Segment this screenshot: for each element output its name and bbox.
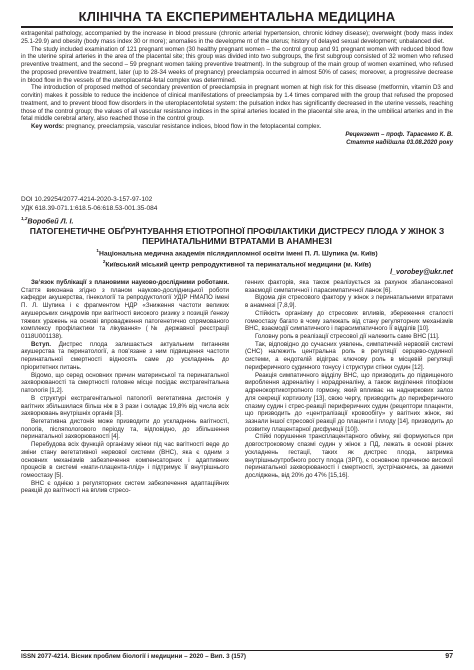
body-paragraph bbox=[21, 372, 229, 395]
body-paragraph bbox=[21, 441, 229, 480]
body-paragraph: генних факторів, яка також реалізується за рахунок збалансованої взаємодії симпатичної і парасимпатичної ланок [6]. bbox=[245, 279, 453, 294]
affiliation-1 bbox=[21, 247, 453, 258]
keywords-label: Key words: bbox=[31, 123, 65, 130]
affiliation-marker: 2 bbox=[102, 259, 106, 265]
paragraph-text: Вегетативна дистонія може призводити до ускладнень вагітності, пологів, післяпологового періоду та, відповідно, до збільшення перинатальної захворюваності [4]. bbox=[21, 417, 229, 441]
paragraph-heading: Зв’язок публікації з плановими науково-дослідними роботами. bbox=[31, 279, 229, 286]
english-abstract bbox=[21, 30, 453, 146]
paragraph-text: Перебудова всіх функцій організму жінки під час вагітності веде до зміни стану вегетативної нервової системи (ВНС), яка є одним з основних механізмів забезпечення компенсаторних і адаптивних процесів в системі «мати-плацента-плід» і підтримує її внутрішнього гомеостазу [5]. bbox=[21, 441, 229, 479]
reviewer: Рецензент – проф. Тарасенко К. В. bbox=[345, 130, 453, 138]
authors: $^{1,2}$Воробей Л. І. bbox=[21, 216, 74, 226]
body-paragraph bbox=[21, 279, 229, 341]
page-number: 97 bbox=[445, 653, 453, 660]
udk: УДК 618.39-071.1:618.5-06:618.53-001.35-084 bbox=[21, 205, 158, 212]
body-paragraph bbox=[21, 341, 229, 372]
abstract-paragraph: The study included examination of 121 pregnant women (30 healthy pregnant women – the control group and 91 pregnant women with reduced blood flow in the uterine spiral arteries in the area of the placental site; this group was divided into two subgroups, the first subgroup consisted of 32 women who refused preventive treatment, and the second – 59 pregnant women taking preventive treatment). In the subgroup of the main group of women examined, who refused the proposed preventive treatment, later (up to 28-34 weeks of pregnancy) preeclampsia occurred in almost 50% of cases; moreover, a progressive decrease in blood flow in the vessels of the uteroplacental-fetal complex was determined. bbox=[21, 45, 453, 84]
body-paragraph: Стійкість організму до стресових впливів, збереження сталості гомеостазу багато в чому залежать від стану регуляторних механізмів ВНС, взаємодії симпатичного і парасимпатичного її відділів [10]. bbox=[245, 309, 453, 333]
article-title: ПАТОГЕНЕТИЧНЕ ОБҐРУНТУВАННЯ ЕТІОТРОПНОЇ ПРОФІЛАКТИКИ ДИСТРЕСУ ПЛОДА У ЖІНОК З ПЕРИНАТАЛЬНИМИ ВТРАТАМИ В АНАМНЕЗІ bbox=[29, 226, 445, 246]
header-rule bbox=[21, 26, 453, 28]
abstract-paragraph: The introduction of proposed method of secondary prevention of preeclampsia in pregnant women at high risk for this disease (metformin, vitamin D3 and corvitin) makes it possible to reduce the incidence of clinical manifestations of preeclampsia by 1.4 times compared with the group that refused the proposed treatment, and to prevent blood flow disorders in the uteroplacentofetal system: the pulsation index has significantly decreased in the uterine vessels, reaching those of the control group; the values of all vascular resistance indices in the spiral arteries located in the placental site area, in the umbilical arteries and in the fetal middle cerebral artery, also reached those in the control group. bbox=[21, 84, 453, 123]
footer-rule bbox=[21, 650, 453, 651]
body-paragraph: Так, відповідно до сучасних уявлень, симпатичній нервовій системі (СНС) належить центральна роль в регуляції серцево-судинної системи, а ендотелій відіграє ключову роль в місцевій регуляції периферичного судинного тонусу і структури стінки судин [12]. bbox=[245, 340, 453, 371]
running-header: КЛІНІЧНА ТА ЕКСПЕРИМЕНТАЛЬНА МЕДИЦИНА bbox=[78, 8, 396, 24]
body-paragraph bbox=[21, 395, 229, 418]
affiliation-marker: 1 bbox=[96, 248, 99, 253]
body-paragraph bbox=[21, 480, 229, 495]
paragraph-text: ВНС є однією з регуляторних систем забезпечення адаптаційних реакцій до вагітності на вплив стресо- bbox=[21, 479, 229, 495]
doi: DOI 10.29254/2077-4214-2020-3-157-97-102 bbox=[21, 196, 153, 203]
paragraph-text: В структурі екстрагенітальної патології вегетативна дистонія у вагітних збільшилася більш ніж в 3 рази і складає 19,8% від числа всіх захворювань внутрішніх органів [3]. bbox=[21, 394, 229, 418]
keywords-text: pregnancy, preeclampsia, vascular resistance indices, blood flow in the fetoplacental complex. bbox=[64, 123, 322, 130]
journal-footer: ISSN 2077-4214. Вісник проблем біології і медицини – 2020 – Вип. 3 (157) bbox=[21, 653, 247, 660]
body-paragraph: Стійкі порушення трансплацентарного обміну, які формуються при довгостроковому спазмі судин у жінок з ПД, лежать в основі різних ускладнень гестації, таких як дистрес плода, затримка внутрішньоутробного росту плода (ЗРП), є основною причиною високої перинатальної захворюваності і смертності, зустрічаючись, за даними досліджень, від 20% до 47% [15,16]. bbox=[245, 433, 453, 479]
paragraph-text: Стаття виконана згідно з планом науково-дослідницької роботи кафедри акушерства, гінекології та репродуктології УДІР НМАПО імені П. Л. Шупика і є фрагментом НДР «Зниження частоти великих акушерських синдромів при вагітності високого ризику з позицій ґенезу тяжких уражень на основі впровадження патогенетично спрямованого комплексу профілактики та лікування» (№ державної реєстрації 0118U001138). bbox=[21, 286, 229, 341]
paragraph-heading: Вступ. bbox=[31, 340, 51, 348]
body-paragraph: Реакція симпатичного відділу ВНС, що призводить до підвищеного вироблення адреналіну і норадреналіну, а також виділення гіпофізом адренокортикотропного гормону, який впливає на надниркових залоз для секреції кортизолу [13], свою чергу, призводить до периферичного спазму судин і стрес-реакції периферичних судин (рецептори плаценти, що призводить до «централізації кровообігу» у вагітних жінок, які зазнали іншої стресової реакції до плаценти і плоду [14], призводить до розвитку плацентарної дисфункції [10]). bbox=[245, 371, 453, 433]
author-email: l_vorobey@ukr.net bbox=[390, 269, 453, 276]
paragraph-text: Відомо, що серед основних причин материнської та перинатальної захворюваності та смертності головне місце посідає екстрагенітальна патологія [1,2]. bbox=[21, 371, 229, 395]
received-date: Стаття надійшла 03.08.2020 року bbox=[346, 138, 453, 146]
body-paragraph bbox=[21, 418, 229, 441]
body-paragraph: Відома дія стресового фактору у жінок з перинатальними втратами в анамнезі [7,8,9]. bbox=[245, 294, 453, 310]
affiliation-text: Київський міський центр репродуктивної та перинатальної медицини (м. Київ) bbox=[105, 261, 372, 269]
body-paragraph: Головну роль в реалізації стресової дії належить саме ВНС [11]. bbox=[255, 333, 440, 341]
affiliations bbox=[21, 247, 453, 270]
affiliation-text: Національна медична академія післядипломної освіти імені П. Л. Шупика (м. Київ) bbox=[98, 250, 378, 258]
author-name: Воробей Л. І. bbox=[27, 216, 74, 226]
right-column bbox=[245, 279, 453, 480]
keywords bbox=[21, 123, 453, 131]
abstract-paragraph: extragenital pathology, accompanied by the increase in blood pressure (chronic arterial hypertension, chronic kidney disease); overweight (body mass index 25.1-29.9) and obesity (body mass index 30 or more); anomalies in the developme nt of the uterus; history of delayed sexual development; unbalanced diet. bbox=[21, 30, 453, 45]
affiliation-2 bbox=[21, 258, 453, 269]
paragraph-text: Дистрес плода залишається актуальним питанням акушерства та перинатології, а пов’язане з ним підвищення частоти перинатальної смертності відносять саме до ускладнень до пріоритетних питань. bbox=[21, 340, 229, 371]
left-column bbox=[21, 279, 229, 495]
